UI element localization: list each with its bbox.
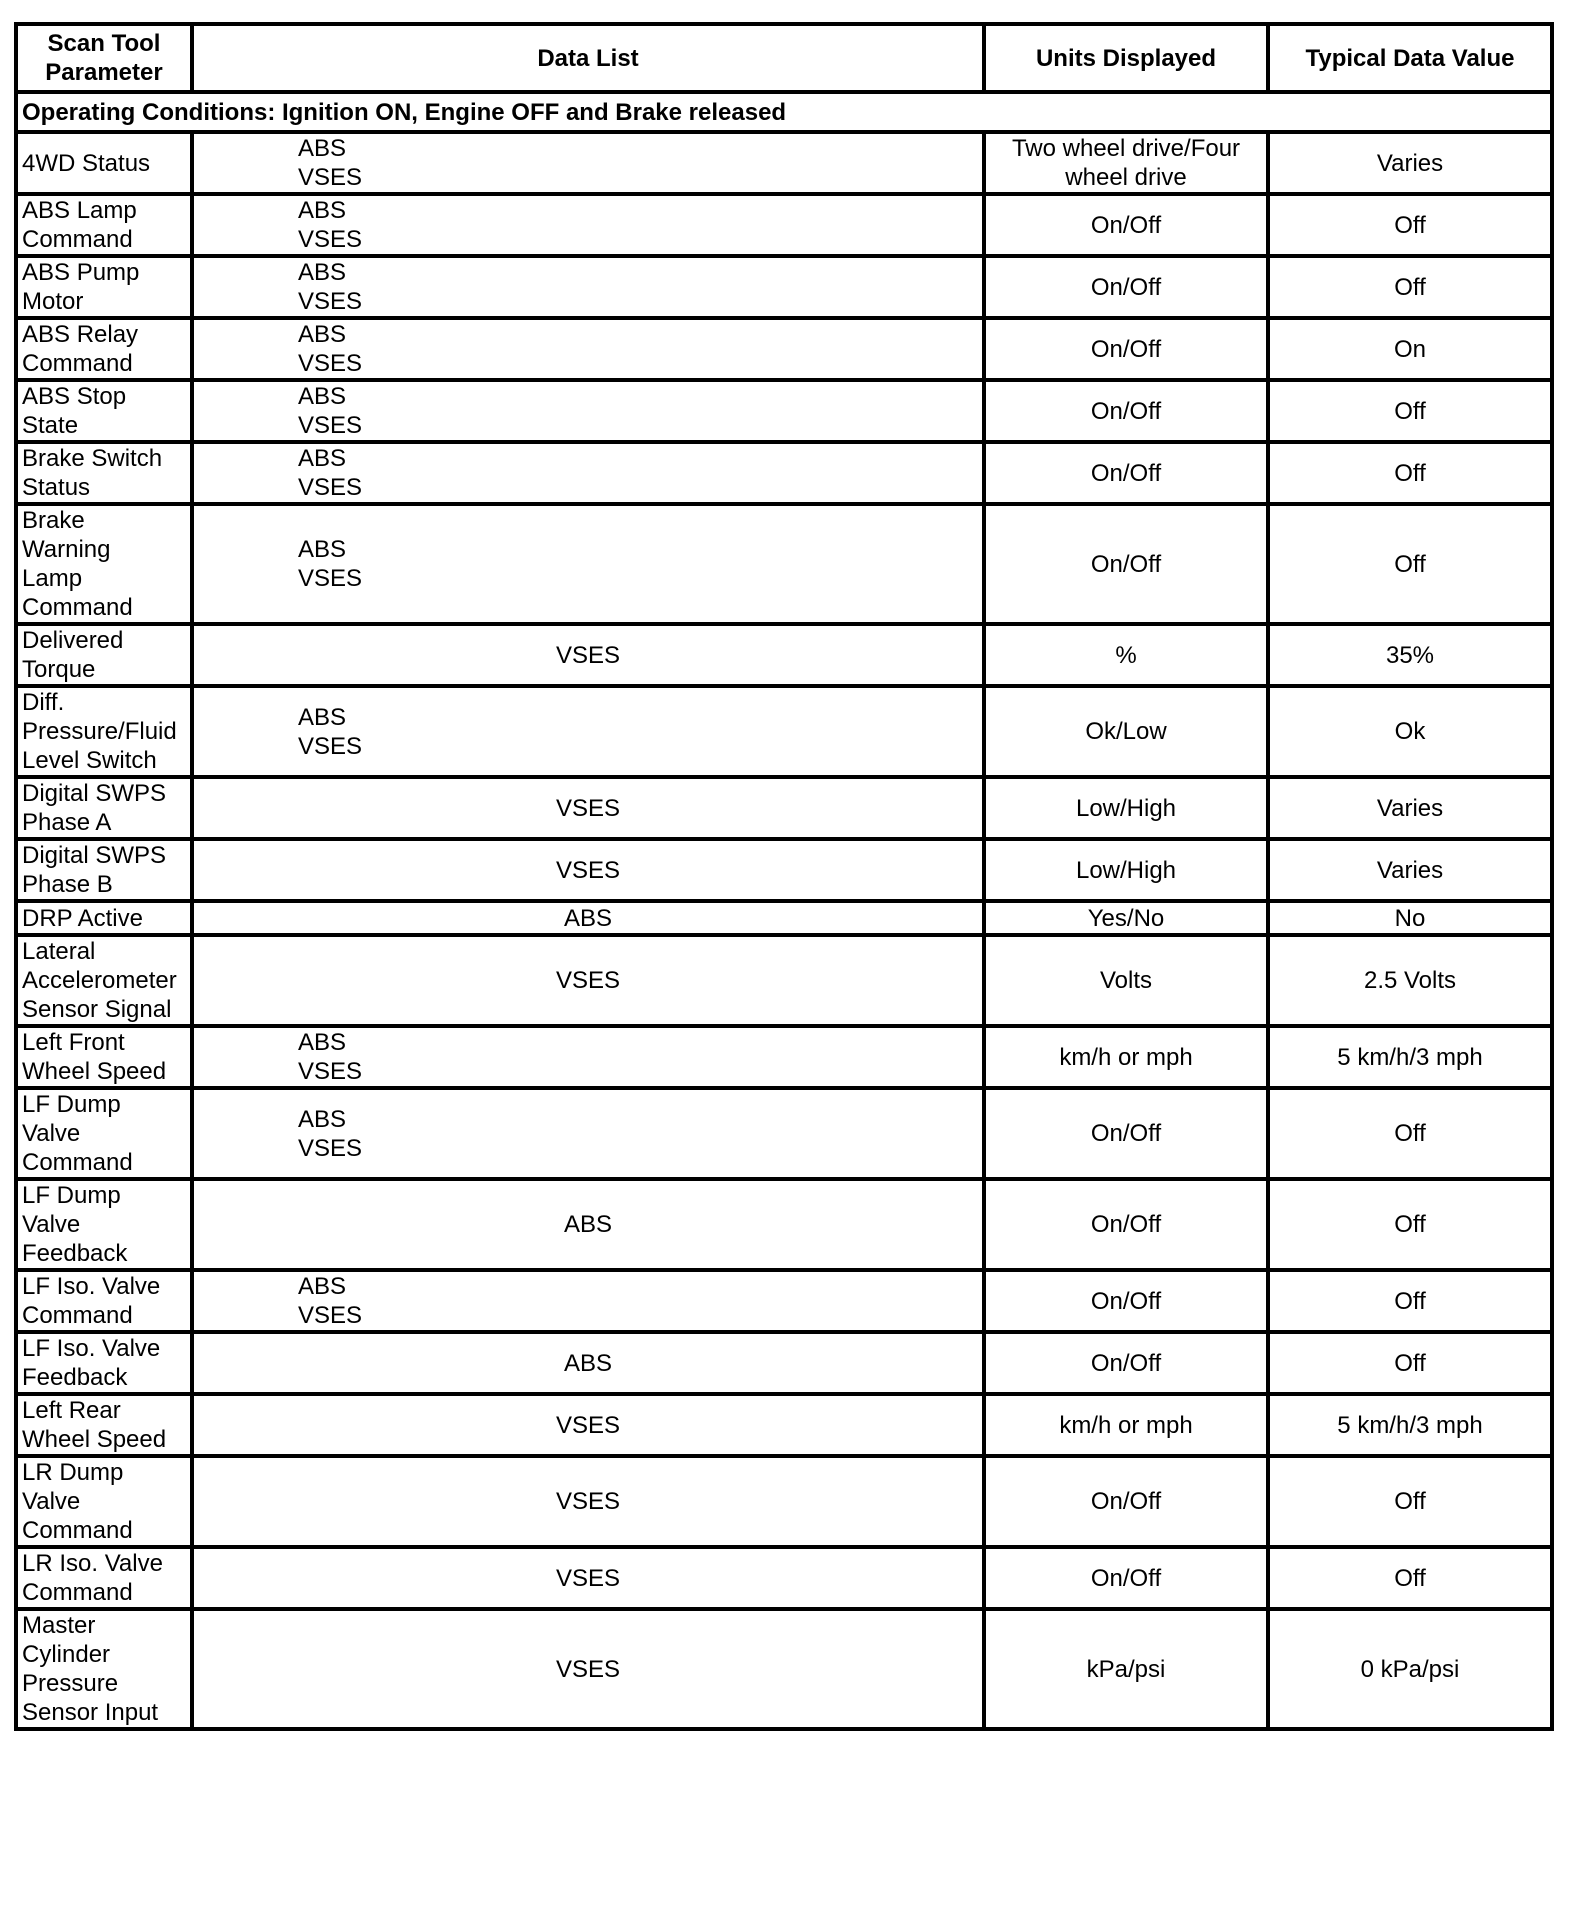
typical-value-cell: Off [1268, 504, 1552, 624]
table-row [16, 1088, 1552, 1179]
parameter-cell-line: State [22, 412, 79, 439]
data-list-cell [192, 194, 984, 256]
units-cell-line: % [1115, 641, 1137, 669]
data-list-cell [192, 1179, 984, 1270]
table-row [16, 1547, 1552, 1609]
table-row [16, 1270, 1552, 1332]
data-list-cell [192, 380, 984, 442]
typical-value-cell: Off [1268, 1456, 1552, 1547]
data-list-cell-line: ABS [298, 536, 347, 563]
parameter-cell [16, 1026, 192, 1088]
units-cell-line: On/Off [1090, 459, 1162, 487]
table-row [16, 1456, 1552, 1547]
typical-value-cell: Off [1268, 1332, 1552, 1394]
units-cell [984, 380, 1268, 442]
table-row [16, 624, 1552, 686]
units-cell [984, 901, 1268, 935]
units-cell-line: On/Off [1090, 550, 1162, 578]
table-row [16, 504, 1552, 624]
typical-value-cell: No [1268, 901, 1552, 935]
header-param-line: Parameter [45, 59, 163, 86]
parameter-cell-line: Sensor Input [22, 1699, 159, 1726]
typical-value-cell: Varies [1268, 132, 1552, 194]
data-list-cell [192, 1332, 984, 1394]
typical-value-cell: 0 kPa/psi [1268, 1609, 1552, 1729]
units-cell [984, 624, 1268, 686]
parameter-cell-line: Phase A [22, 809, 112, 836]
units-cell-line: On/Off [1090, 335, 1162, 363]
units-cell-line: Ok/Low [1085, 718, 1167, 745]
table-row [16, 935, 1552, 1026]
units-cell [984, 777, 1268, 839]
parameter-cell-line: Wheel Speed [22, 1058, 167, 1085]
data-list-cell-line: ABS [298, 1273, 347, 1300]
parameter-cell-line: Sensor Signal [22, 996, 172, 1023]
data-list-cell-line: VSES [555, 967, 621, 994]
parameter-cell-line: 4WD Status [22, 149, 151, 177]
typical-value-cell: Off [1268, 380, 1552, 442]
table-row [16, 318, 1552, 380]
parameter-cell-line: Torque [22, 656, 96, 683]
parameter-cell-line: ABS Pump [22, 259, 140, 286]
parameter-cell-line: Delivered [22, 627, 124, 654]
data-list-cell [192, 1547, 984, 1609]
data-list-cell-line: ABS [298, 445, 347, 472]
header-typical-data-value: Typical Data Value [1268, 24, 1552, 92]
parameter-cell [16, 442, 192, 504]
parameter-cell-line: LF Iso. Valve [22, 1335, 161, 1362]
table-row [16, 777, 1552, 839]
data-list-cell-line: VSES [555, 1564, 621, 1592]
parameter-cell [16, 777, 192, 839]
units-cell-line: On/Off [1090, 273, 1162, 301]
typical-value-cell: Off [1268, 442, 1552, 504]
data-list-cell [192, 318, 984, 380]
parameter-cell-line: Command [22, 226, 133, 253]
data-list-cell-line: VSES [555, 1655, 621, 1683]
parameter-cell-line: Brake Switch [22, 445, 163, 472]
parameter-cell [16, 1456, 192, 1547]
data-list-cell-line: VSES [298, 1134, 363, 1162]
data-list-cell [192, 1394, 984, 1456]
data-list-cell [192, 1026, 984, 1088]
table-row [16, 901, 1552, 935]
units-cell [984, 1270, 1268, 1332]
units-cell [984, 1332, 1268, 1394]
parameter-cell-line: Digital SWPS [22, 842, 167, 869]
table-row [16, 256, 1552, 318]
operating-conditions-row [16, 92, 1552, 132]
parameter-cell-line: Command [22, 1149, 133, 1176]
data-list-cell-line: ABS [298, 383, 347, 410]
units-cell-line: On/Off [1090, 1488, 1162, 1515]
data-list-cell [192, 686, 984, 777]
data-list-cell-line: ABS [298, 197, 347, 224]
parameter-cell-line: Phase B [22, 871, 113, 898]
units-cell [984, 442, 1268, 504]
data-list-cell-line: VSES [298, 1058, 363, 1085]
data-list-cell [192, 1088, 984, 1179]
parameter-cell [16, 1088, 192, 1179]
units-cell-line: On/Off [1090, 1287, 1162, 1315]
typical-value-cell: 35% [1268, 624, 1552, 686]
parameter-cell [16, 1547, 192, 1609]
parameter-cell [16, 194, 192, 256]
table-body [16, 92, 1552, 1729]
units-cell-line: On/Off [1090, 397, 1162, 425]
parameter-cell-line: Left Front [22, 1029, 125, 1056]
parameter-cell-line: LF Dump [22, 1182, 121, 1209]
parameter-cell-line: LF Iso. Valve [22, 1273, 161, 1300]
data-list-cell-line: ABS [298, 1029, 347, 1056]
typical-value-cell: Off [1268, 1088, 1552, 1179]
typical-value-cell: 2.5 Volts [1268, 935, 1552, 1026]
data-list-cell [192, 839, 984, 901]
parameter-cell-line: ABS Lamp [22, 197, 137, 224]
data-list-cell-line: ABS [298, 135, 347, 162]
typical-value-cell: Off [1268, 1547, 1552, 1609]
parameter-cell [16, 839, 192, 901]
parameter-cell-line: Command [22, 594, 133, 621]
units-cell-line: km/h or mph [1059, 1411, 1193, 1439]
parameter-cell-line: Command [22, 350, 133, 377]
parameter-cell-line: Warning [22, 536, 111, 563]
parameter-cell [16, 1270, 192, 1332]
parameter-cell-line: ABS Stop [22, 383, 127, 410]
parameter-cell-line: Pressure/Fluid [22, 718, 177, 745]
parameter-cell-line: Command [22, 1302, 133, 1329]
typical-value-cell: Off [1268, 194, 1552, 256]
table-row [16, 1609, 1552, 1729]
data-list-cell [192, 1609, 984, 1729]
parameter-cell-line: Motor [22, 288, 84, 315]
units-cell-line: On/Off [1090, 211, 1162, 239]
data-list-cell-line: VSES [555, 856, 621, 884]
units-cell-line: wheel drive [1065, 164, 1187, 191]
units-cell [984, 256, 1268, 318]
parameter-cell-line: Cylinder [22, 1641, 111, 1668]
parameter-cell-line: DRP Active [22, 904, 143, 932]
units-cell-line: Low/High [1075, 794, 1177, 822]
header-param-line: Scan Tool [47, 30, 161, 57]
data-list-cell [192, 1456, 984, 1547]
table-row [16, 1026, 1552, 1088]
units-cell-line: Low/High [1075, 856, 1177, 884]
parameter-cell-line: Valve [22, 1120, 81, 1147]
data-list-cell-line: ABS [563, 904, 613, 932]
units-cell [984, 504, 1268, 624]
parameter-cell [16, 935, 192, 1026]
table-row [16, 839, 1552, 901]
parameter-cell-line: Digital SWPS [22, 780, 167, 807]
units-cell [984, 1547, 1268, 1609]
data-list-cell-line: ABS [563, 1211, 613, 1238]
data-list-cell-line: VSES [298, 350, 363, 377]
table-row [16, 1332, 1552, 1394]
parameter-cell-line: LR Iso. Valve [22, 1550, 163, 1577]
typical-value-cell: 5 km/h/3 mph [1268, 1026, 1552, 1088]
data-list-cell-line: VSES [555, 1411, 621, 1439]
table-header [16, 24, 1552, 92]
data-list-cell [192, 901, 984, 935]
typical-value-cell: 5 km/h/3 mph [1268, 1394, 1552, 1456]
table-row [16, 442, 1552, 504]
table-row [16, 1179, 1552, 1270]
data-list-cell-line: VSES [298, 412, 363, 439]
data-list-cell [192, 256, 984, 318]
parameter-cell [16, 1179, 192, 1270]
parameter-cell-line: Valve [22, 1488, 81, 1515]
typical-value-cell: Off [1268, 1270, 1552, 1332]
data-list-cell [192, 935, 984, 1026]
units-cell-line: kPa/psi [1086, 1655, 1166, 1683]
parameter-cell-line: Accelerometer [22, 967, 177, 994]
units-cell-line: Yes/No [1087, 904, 1165, 932]
data-list-cell-line: ABS [563, 1349, 613, 1377]
parameter-cell-line: LR Dump [22, 1459, 124, 1486]
data-list-cell-line: VSES [555, 1488, 621, 1515]
data-list-cell-line: VSES [298, 288, 363, 315]
data-list-cell-line: VSES [298, 474, 363, 501]
data-list-cell-line: VSES [555, 794, 621, 822]
parameter-cell [16, 380, 192, 442]
parameter-cell-line: Command [22, 1517, 133, 1544]
table-row [16, 686, 1552, 777]
data-list-cell-line: ABS [298, 321, 347, 348]
parameter-cell [16, 256, 192, 318]
data-list-cell-line: ABS [298, 703, 347, 731]
data-list-cell-line: VSES [298, 1302, 363, 1329]
units-cell [984, 318, 1268, 380]
units-cell [984, 1394, 1268, 1456]
units-cell-line: km/h or mph [1059, 1043, 1193, 1071]
parameter-cell-line: Master [22, 1612, 96, 1639]
units-cell-line: Two wheel drive/Four [1011, 135, 1241, 162]
table-row [16, 132, 1552, 194]
units-cell [984, 935, 1268, 1026]
data-list-cell [192, 504, 984, 624]
parameter-cell [16, 901, 192, 935]
units-cell [984, 839, 1268, 901]
parameter-cell-line: Lateral [22, 938, 96, 965]
units-cell-line: On/Off [1090, 1564, 1162, 1592]
parameter-cell [16, 1394, 192, 1456]
parameter-cell [16, 132, 192, 194]
typical-value-cell: Ok [1268, 686, 1552, 777]
units-cell-line: On/Off [1090, 1211, 1162, 1238]
header-units-displayed: Units Displayed [984, 24, 1268, 92]
parameter-cell [16, 318, 192, 380]
data-list-cell [192, 777, 984, 839]
data-list-cell [192, 132, 984, 194]
parameter-cell-line: Feedback [22, 1364, 128, 1391]
table-row [16, 194, 1552, 256]
data-list-cell-line: VSES [298, 226, 363, 253]
data-list-cell [192, 1270, 984, 1332]
parameter-cell-line: Wheel Speed [22, 1426, 167, 1453]
parameter-cell [16, 624, 192, 686]
parameter-cell [16, 1332, 192, 1394]
typical-value-cell: Off [1268, 256, 1552, 318]
typical-value-cell: Varies [1268, 777, 1552, 839]
typical-value-cell: On [1268, 318, 1552, 380]
units-cell-line: On/Off [1090, 1349, 1162, 1377]
header-data-list: Data List [192, 24, 984, 92]
data-list-cell [192, 624, 984, 686]
parameter-cell-line: Left Rear [22, 1397, 121, 1424]
units-cell [984, 1179, 1268, 1270]
table-row [16, 1394, 1552, 1456]
table-row [16, 380, 1552, 442]
parameter-cell-line: Command [22, 1579, 133, 1606]
parameter-cell [16, 686, 192, 777]
typical-value-cell: Off [1268, 1179, 1552, 1270]
units-cell-line: Volts [1099, 967, 1153, 994]
data-list-cell [192, 442, 984, 504]
operating-conditions: Operating Conditions: Ignition ON, Engine OFF and Brake released [16, 92, 1552, 132]
units-cell [984, 1026, 1268, 1088]
parameter-cell-line: Status [22, 474, 91, 501]
data-list-cell-line: VSES [555, 641, 621, 669]
parameter-cell-line: Valve [22, 1211, 81, 1238]
parameter-cell-line: Feedback [22, 1240, 128, 1267]
units-cell [984, 1456, 1268, 1547]
parameter-cell-line: Level Switch [22, 747, 157, 774]
data-list-cell-line: ABS [298, 259, 347, 286]
parameter-cell-line: Lamp [22, 565, 83, 592]
units-cell [984, 1609, 1268, 1729]
parameter-cell-line: LF Dump [22, 1091, 121, 1118]
scan-tool-data-table [14, 22, 1554, 1731]
data-list-cell-line: ABS [298, 1105, 347, 1133]
data-list-cell-line: VSES [298, 732, 363, 760]
data-list-cell-line: VSES [298, 164, 363, 191]
units-cell [984, 194, 1268, 256]
units-cell-line: On/Off [1090, 1120, 1162, 1147]
typical-value-cell: Varies [1268, 839, 1552, 901]
parameter-cell-line: Brake [22, 507, 85, 534]
parameter-cell-line: Diff. [22, 689, 65, 716]
units-cell [984, 132, 1268, 194]
parameter-cell [16, 504, 192, 624]
units-cell [984, 1088, 1268, 1179]
parameter-cell-line: ABS Relay [22, 321, 139, 348]
header-row [16, 24, 1552, 92]
units-cell [984, 686, 1268, 777]
parameter-cell-line: Pressure [22, 1670, 119, 1697]
data-list-cell-line: VSES [298, 565, 363, 592]
header-scan-tool-parameter [16, 24, 192, 92]
parameter-cell [16, 1609, 192, 1729]
